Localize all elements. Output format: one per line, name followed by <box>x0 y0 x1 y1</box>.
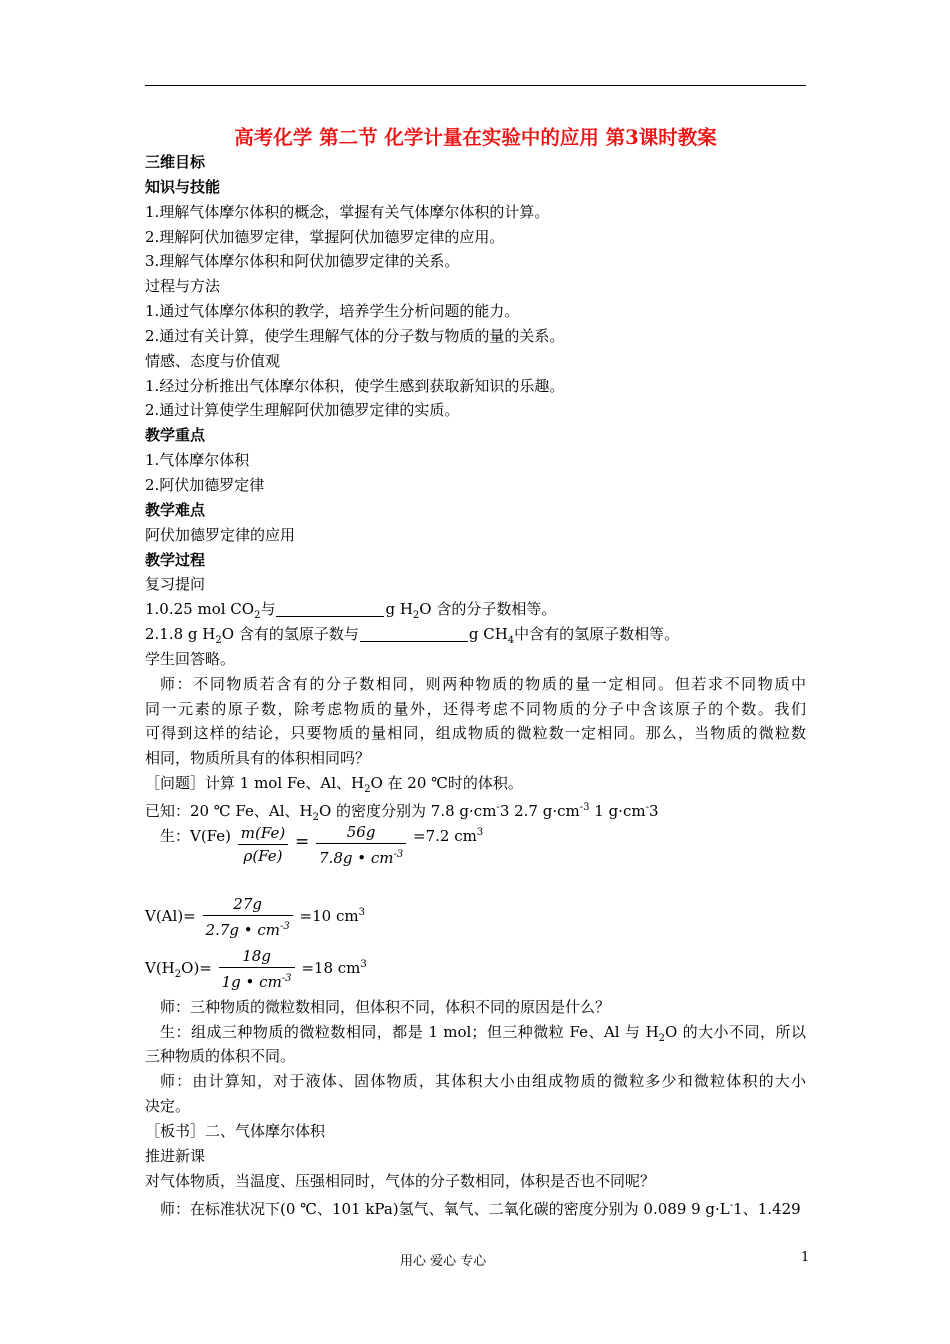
document-title: 高考化学 第二节 化学计量在实验中的应用 第3课时教案 <box>234 126 717 149</box>
paragraph: 1.经过分析推出气体摩尔体积，使学生感到获取新知识的乐趣。 <box>145 376 565 395</box>
heading-process-method: 过程与方法 <box>145 277 221 296</box>
review-question-2: 2.1.8 g $H_2O$ 含有的氢原子数与 g $CH_4$中含有的氢原子数相等。 <box>145 625 680 647</box>
paragraph: 复习提问 <box>145 575 206 594</box>
paragraph: 三种物质的体积不同。 <box>145 1047 296 1066</box>
paragraph: 师：不同物质若含有的分子数相同，则两种物质的物质的量一定相同。但若求不同物质中 <box>160 674 806 693</box>
heading-key-points: 教学重点 <box>145 426 206 445</box>
paragraph: 决定。 <box>145 1097 191 1116</box>
header-rule <box>145 85 806 86</box>
fraction: $\frac{27g}{2.7g • cm^{-3}}$ <box>203 893 293 941</box>
document-body <box>145 150 806 1218</box>
paragraph: 相同，物质所具有的体积相同吗？ <box>145 749 371 768</box>
paragraph: 同一元素的原子数，除考虑物质的量外，还得考虑不同物质的分子中含该原子的个数。我们 <box>145 699 806 718</box>
formula-h2o: $V(H_2O)=$ $\frac{18g}{1g • cm^{-3}}$ =18 $cm^3$ <box>145 946 367 991</box>
paragraph: 师：由计算知，对于液体、固体物质，其体积大小由组成物质的微粒多少和微粒体积的大小 <box>160 1072 806 1091</box>
fraction: $\frac{18g}{1g • cm^{-3}}$ <box>219 945 295 993</box>
given-densities: 已知：20 ℃ Fe、Al、$H_2O$ 的密度分别为 7.8 g·cm-3 2.7 $g\cdot cm^{-3}$ 1 g·cm-3 <box>145 801 659 823</box>
paragraph: 学生回答略。 <box>145 649 236 668</box>
heading-teaching-process: 教学过程 <box>145 550 206 569</box>
footer-motto: 用心 爱心 专心 <box>400 1254 487 1269</box>
answer-blank <box>360 625 468 642</box>
paragraph: 对气体物质，当温度、压强相同时，气体的分子数相同，体积是否也不同呢？ <box>145 1171 656 1190</box>
paragraph: 1.通过气体摩尔体积的教学，培养学生分析问题的能力。 <box>145 302 520 321</box>
formula-fe: 生：V(Fe) $\frac{m(Fe)}{\rho(Fe)}$ = $\frac{56g}{7.8g • cm^{-3}}$ =7.2 $cm^3$ <box>160 822 484 867</box>
paragraph: 可得到这样的结论，只要物质的量相同，组成物质的微粒数一定相同。那么，当物质的微粒数 <box>145 724 806 743</box>
paragraph: 推进新课 <box>145 1146 206 1165</box>
paragraph: 3.理解气体摩尔体积和阿伏加德罗定律的关系。 <box>145 252 460 271</box>
paragraph: ［板书］二、气体摩尔体积 <box>145 1122 326 1140</box>
formula-al: V(Al)= $\frac{27g}{2.7g • cm^{-3}}$ =10 $cm^3$ <box>145 894 365 939</box>
paragraph: 1.理解气体摩尔体积的概念，掌握有关气体摩尔体积的计算。 <box>145 202 550 221</box>
heading-knowledge: 知识与技能 <box>145 177 221 196</box>
paragraph: 阿伏加德罗定律的应用 <box>145 525 296 544</box>
question-line: ［问题］计算 1 mol Fe、Al、$H_2O$ 在 20 ℃时的体积。 <box>145 774 523 796</box>
heading-difficulties: 教学难点 <box>145 500 206 519</box>
paragraph: 2.通过计算使学生理解阿伏加德罗定律的实质。 <box>145 401 460 420</box>
page-number: 1 <box>801 1250 810 1265</box>
heading-emotion: 情感、态度与价值观 <box>145 351 281 370</box>
paragraph: 师：三种物质的微粒数相同，但体积不同，体积不同的原因是什么？ <box>160 997 611 1016</box>
fraction: $\frac{m(Fe)}{\rho(Fe)}$ <box>238 822 288 867</box>
paragraph: 生：组成三种物质的微粒数相同，都是 1 mol；但三种微粒 Fe、Al 与 $H_2O$ 的大小不同，所以 <box>160 1022 806 1044</box>
answer-blank <box>276 600 384 617</box>
paragraph: 2.理解阿伏加德罗定律，掌握阿伏加德罗定律的应用。 <box>145 227 505 246</box>
review-question-1: 1.0.25 mol $CO_2$与 g $H_2O$ 含的分子数相等。 <box>145 600 557 622</box>
heading-objectives: 三维目标 <box>145 153 206 171</box>
paragraph: 师：在标准状况下(0 ℃、101 kPa)氢气、氧气、二氧化碳的密度分别为 0.089 9 g·L-1、1.429 <box>160 1199 801 1218</box>
fraction: $\frac{56g}{7.8g • cm^{-3}}$ <box>316 821 406 869</box>
paragraph: 2.通过有关计算，使学生理解气体的分子数与物质的量的关系。 <box>145 326 565 345</box>
paragraph: 1.气体摩尔体积 <box>145 451 250 470</box>
paragraph: 2.阿伏加德罗定律 <box>145 475 265 494</box>
